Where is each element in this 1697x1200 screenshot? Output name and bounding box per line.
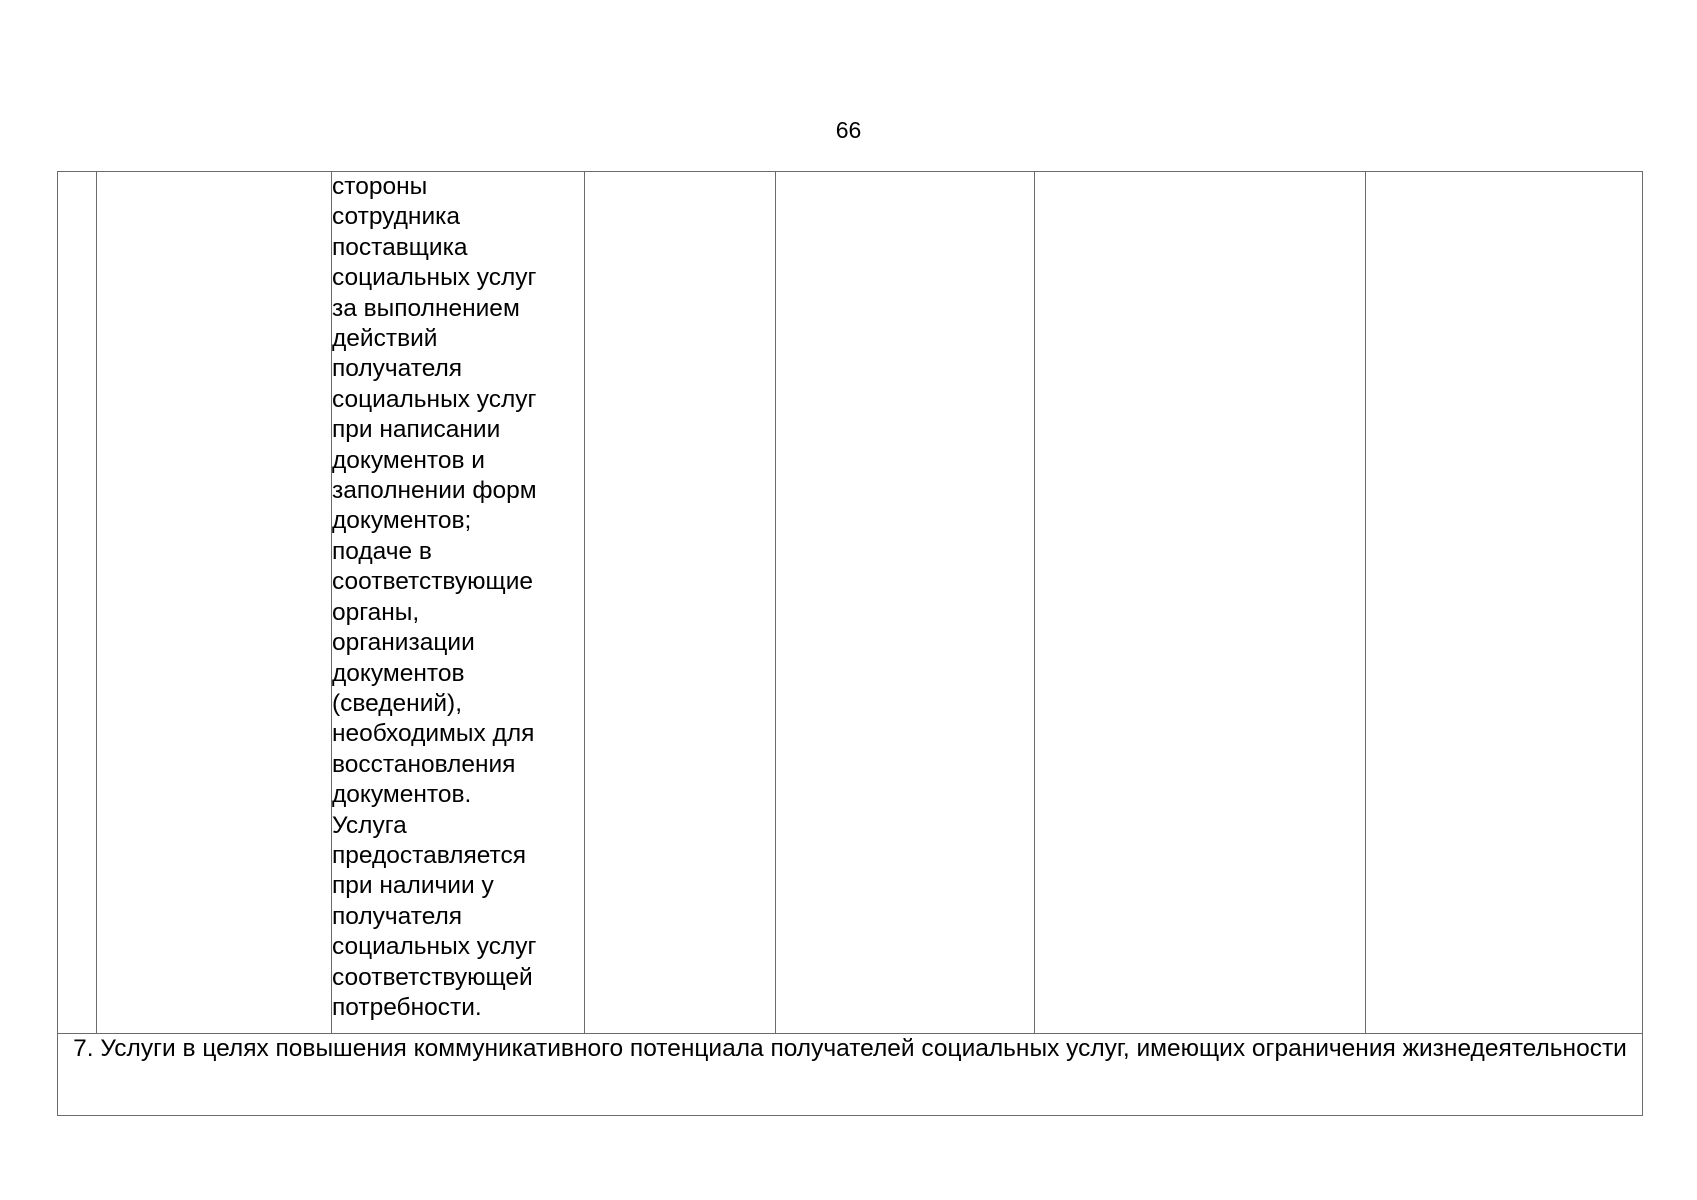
- cell-number: [58, 172, 97, 1034]
- section-heading: 7. Услуги в целях повышения коммуникативного потенциала получателей социальных услуг, имеющих ограничения жизнедеятельности: [58, 1034, 1643, 1116]
- cell-service-description: стороны сотрудника поставщика социальных услуг за выполнением действий получателя социальных услуг при написании документов и заполнении форм документов; подаче в соответствующие органы, организации документов (сведений), необходимых для восстановления документов. Услуга предоставляется при наличии у получателя социальных услуг соответствующей потребности.: [332, 172, 585, 1034]
- section-heading-row: [58, 1034, 1643, 1116]
- cell-service-name: [97, 172, 332, 1034]
- page-number: 66: [835, 117, 862, 143]
- cell-col-5: [776, 172, 1035, 1034]
- table-row: [58, 172, 1643, 1034]
- cell-col-7: [1366, 172, 1643, 1034]
- services-table: [57, 171, 1643, 1116]
- cell-col-4: [585, 172, 776, 1034]
- cell-col-6: [1035, 172, 1366, 1034]
